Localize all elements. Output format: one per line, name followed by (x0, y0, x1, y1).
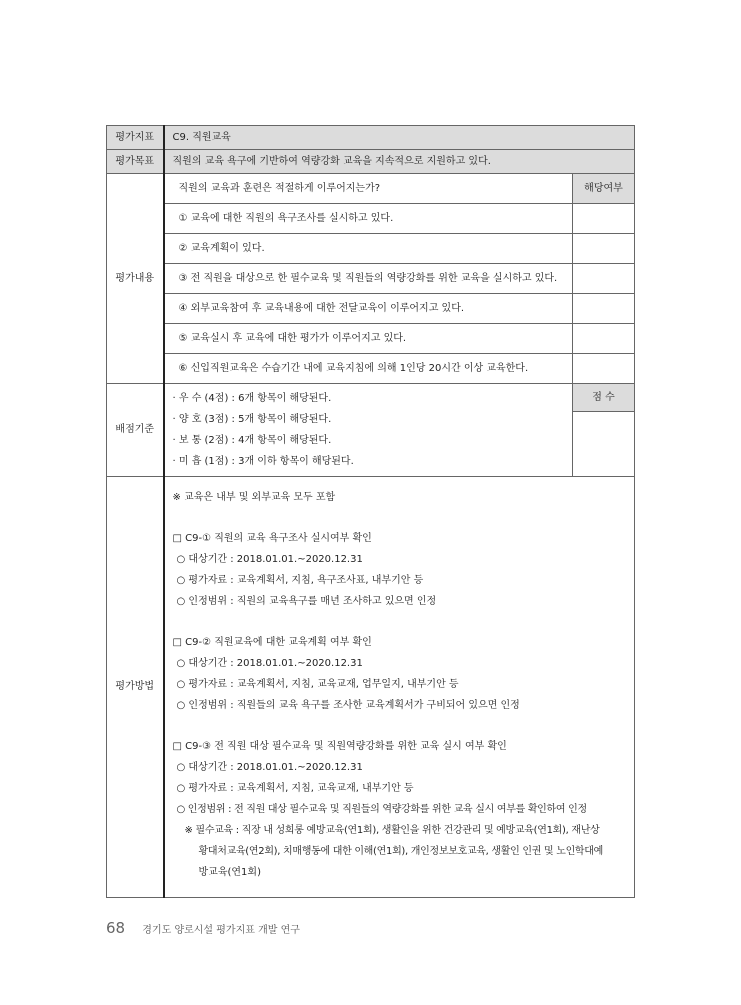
content-item-row (107, 354, 635, 384)
method-line: ○ 평가자료 : 교육계획서, 지침, 욕구조사표, 내부기안 등 (176, 575, 424, 586)
content-item-row (107, 264, 635, 294)
method-line: ○ 평가자료 : 교육계획서, 지침, 교육교재, 내부기안 등 (176, 783, 414, 794)
applicability-header: 해당여부 (573, 174, 635, 204)
scoring-criteria (164, 384, 573, 477)
content-item-row (107, 324, 635, 354)
applicability-cell (573, 204, 635, 234)
content-item-row (107, 204, 635, 234)
scoring-row (107, 384, 635, 477)
indicator-row (107, 126, 635, 150)
method-section-title: □ C9-① 직원의 교육 욕구조사 실시여부 확인 (172, 533, 372, 544)
method-line: ○ 대상기간 : 2018.01.01.~2020.12.31 (176, 762, 363, 773)
score-header: 점 수 (573, 384, 634, 412)
method-label: 평가방법 (107, 477, 164, 898)
scoring-item: · 보 통 (2점) : 4개 항목이 해당된다. (172, 435, 332, 446)
goal-value: 직원의 교육 욕구에 기반하여 역량강화 교육을 지속적으로 지원하고 있다. (164, 150, 635, 174)
applicability-cell (573, 234, 635, 264)
content-item: ③ 전 직원을 대상으로 한 필수교육 및 직원들의 역량강화를 위한 교육을 실시하고 있다. (164, 264, 573, 294)
content-item: ④ 외부교육참여 후 교육내용에 대한 전달교육이 이루어지고 있다. (164, 294, 573, 324)
applicability-cell (573, 294, 635, 324)
method-line: ○ 인정범위 : 전 직원 대상 필수교육 및 직원들의 역량강화를 위한 교육 실시 여부를 확인하여 인정 (176, 804, 587, 815)
indicator-label: 평가지표 (107, 126, 164, 150)
scoring-item: · 미 흡 (1점) : 3개 이하 항목이 해당된다. (172, 456, 354, 467)
method-content (164, 477, 635, 898)
goal-label: 평가목표 (107, 150, 164, 174)
method-line: ○ 대상기간 : 2018.01.01.~2020.12.31 (176, 554, 363, 565)
scoring-item: · 우 수 (4점) : 6개 항목이 해당된다. (172, 393, 332, 404)
publication-title: 경기도 양로시설 평가지표 개발 연구 (142, 925, 300, 936)
content-label: 평가내용 (107, 174, 164, 384)
applicability-cell (573, 354, 635, 384)
method-line: ○ 평가자료 : 교육계획서, 지침, 교육교재, 업무일지, 내부기안 등 (176, 679, 459, 690)
content-header-row (107, 174, 635, 204)
indicator-value: C9. 직원교육 (164, 126, 635, 150)
method-line: ○ 인정범위 : 직원의 교육욕구를 매년 조사하고 있으면 인정 (176, 596, 437, 607)
content-item: ⑤ 교육실시 후 교육에 대한 평가가 이루어지고 있다. (164, 324, 573, 354)
page-footer (106, 919, 300, 937)
method-note: ※ 교육은 내부 및 외부교육 모두 포함 (172, 492, 336, 503)
required-education-note-cont: 황대처교육(연2회), 치매행동에 대한 이해(연1회), 개인정보보호교육, 생활인 인권 및 노인학대예 (198, 846, 604, 857)
content-item: ⑥ 신입직원교육은 수습기간 내에 교육지침에 의해 1인당 20시간 이상 교육한다. (164, 354, 573, 384)
method-section-title: □ C9-② 직원교육에 대한 교육계획 여부 확인 (172, 637, 372, 648)
content-question: 직원의 교육과 훈련은 적절하게 이루어지는가? (164, 174, 573, 204)
required-education-note-cont: 방교육(연1회) (198, 867, 261, 878)
method-line: ○ 인정범위 : 직원들의 교육 욕구를 조사한 교육계획서가 구비되어 있으면 인정 (176, 700, 520, 711)
method-section-title: □ C9-③ 전 직원 대상 필수교육 및 직원역량강화를 위한 교육 실시 여부 확인 (172, 741, 507, 752)
method-row (107, 477, 635, 898)
score-column (573, 384, 635, 477)
content-item: ② 교육계획이 있다. (164, 234, 573, 264)
content-item-row (107, 294, 635, 324)
evaluation-indicator-table (106, 125, 635, 898)
content-item: ① 교육에 대한 직원의 욕구조사를 실시하고 있다. (164, 204, 573, 234)
applicability-cell (573, 324, 635, 354)
scoring-item: · 양 호 (3점) : 5개 항목이 해당된다. (172, 414, 332, 425)
applicability-cell (573, 264, 635, 294)
scoring-label: 배점기준 (107, 384, 164, 477)
goal-row (107, 150, 635, 174)
required-education-note: ※ 필수교육 : 직장 내 성희롱 예방교육(연1회), 생활인을 위한 건강관리 및 예방교육(연1회), 재난상 (184, 825, 600, 836)
method-line: ○ 대상기간 : 2018.01.01.~2020.12.31 (176, 658, 363, 669)
page-number: 68 (106, 919, 126, 937)
content-item-row (107, 234, 635, 264)
